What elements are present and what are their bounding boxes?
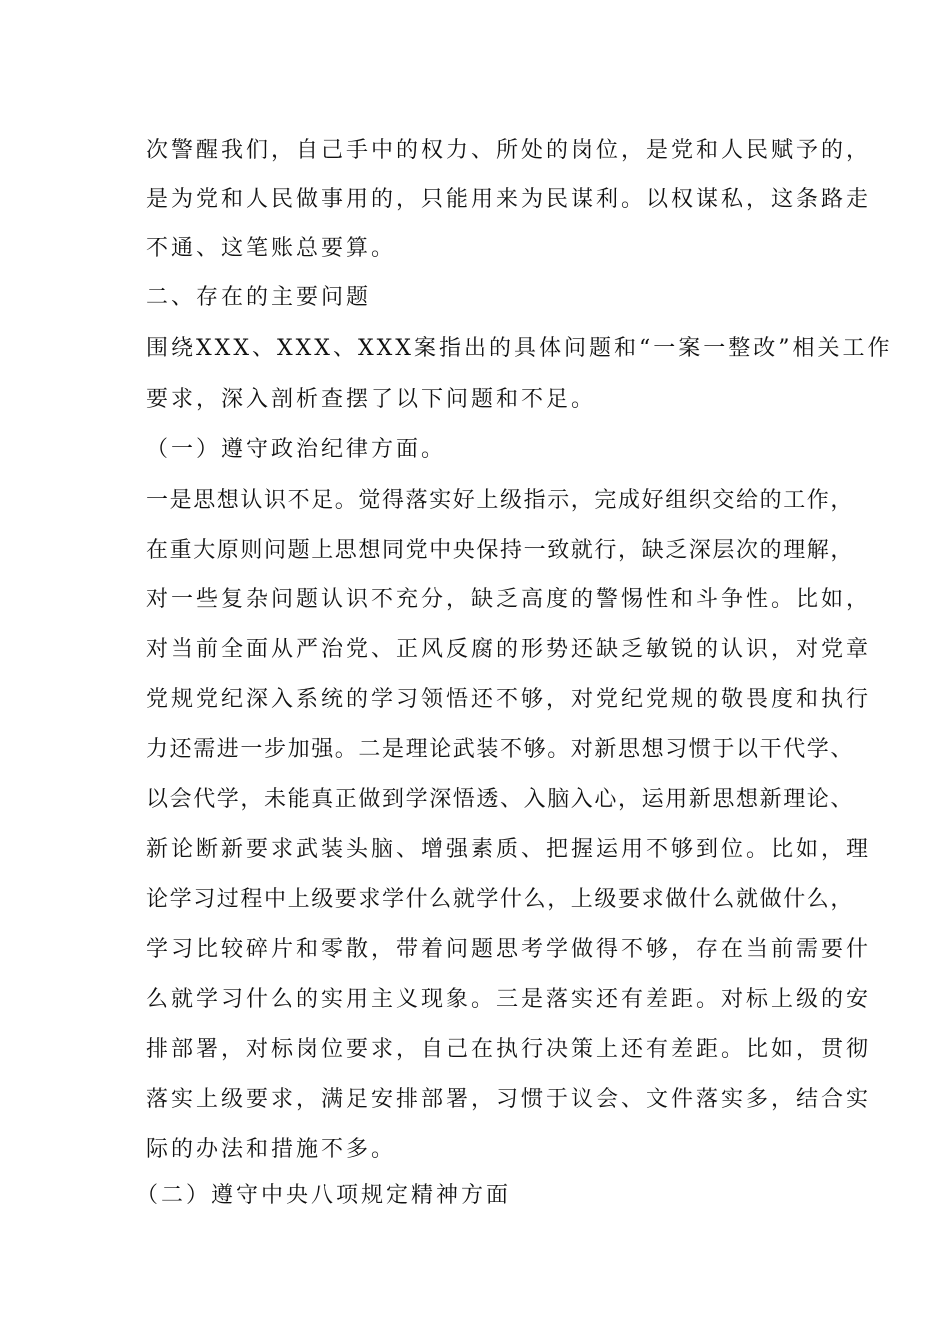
text-line: 际的办法和措施不多。 — [146, 1137, 397, 1162]
text-line: 一是思想认识不足。觉得落实好上级指示，完成好组织交给的工作， — [146, 488, 855, 513]
subsection-heading: （一）遵守政治纪律方面。 — [146, 437, 447, 462]
text-line: 么就学习什么的实用主义现象。三是落实还有差距。对标上级的安 — [146, 987, 872, 1012]
text-line: 对当前全面从严治党、正风反腐的形势还缺乏敏锐的认识，对党章 — [146, 637, 872, 662]
text-line: 排部署，对标岗位要求，自己在执行决策上还有差距。比如，贯彻 — [146, 1037, 872, 1062]
text-line: 落实上级要求，满足安排部署，习惯于议会、文件落实多，结合实 — [146, 1087, 872, 1112]
text-line: 对一些复杂问题认识不充分，缺乏高度的警惕性和斗争性。比如， — [146, 587, 872, 612]
text-line: 力还需进一步加强。二是理论武装不够。对新思想习惯于以干代学、 — [146, 737, 855, 762]
text-line: 不通、这笔账总要算。 — [146, 236, 397, 261]
text-line: 新论断新要求武装头脑、增强素质、把握运用不够到位。比如，理 — [146, 837, 872, 862]
text-line: 学习比较碎片和零散，带着问题思考学做得不够，存在当前需要什 — [146, 937, 872, 962]
section-heading: 二、存在的主要问题 — [146, 285, 372, 310]
text-line: 论学习过程中上级要求学什么就学什么，上级要求做什么就做什么， — [146, 887, 855, 912]
text-line: 是为党和人民做事用的，只能用来为民谋利。以权谋私，这条路走 — [146, 187, 872, 212]
text-line: 次警醒我们，自己手中的权力、所处的岗位，是党和人民赋予的， — [146, 138, 872, 163]
text-line: 党规党纪深入系统的学习领悟还不够，对党纪党规的敬畏度和执行 — [146, 687, 872, 712]
text-line: 围绕XXX、XXX、XXX案指出的具体问题和“一案一整改”相关工作 — [146, 336, 893, 361]
text-line: 以会代学，未能真正做到学深悟透、入脑入心，运用新思想新理论、 — [146, 787, 855, 812]
text-line: 要求，深入剖析查摆了以下问题和不足。 — [146, 387, 597, 412]
subsection-heading: （二）遵守中央八项规定精神方面 — [136, 1183, 512, 1208]
text-line: 在重大原则问题上思想同党中央保持一致就行，缺乏深层次的理解， — [146, 538, 855, 563]
